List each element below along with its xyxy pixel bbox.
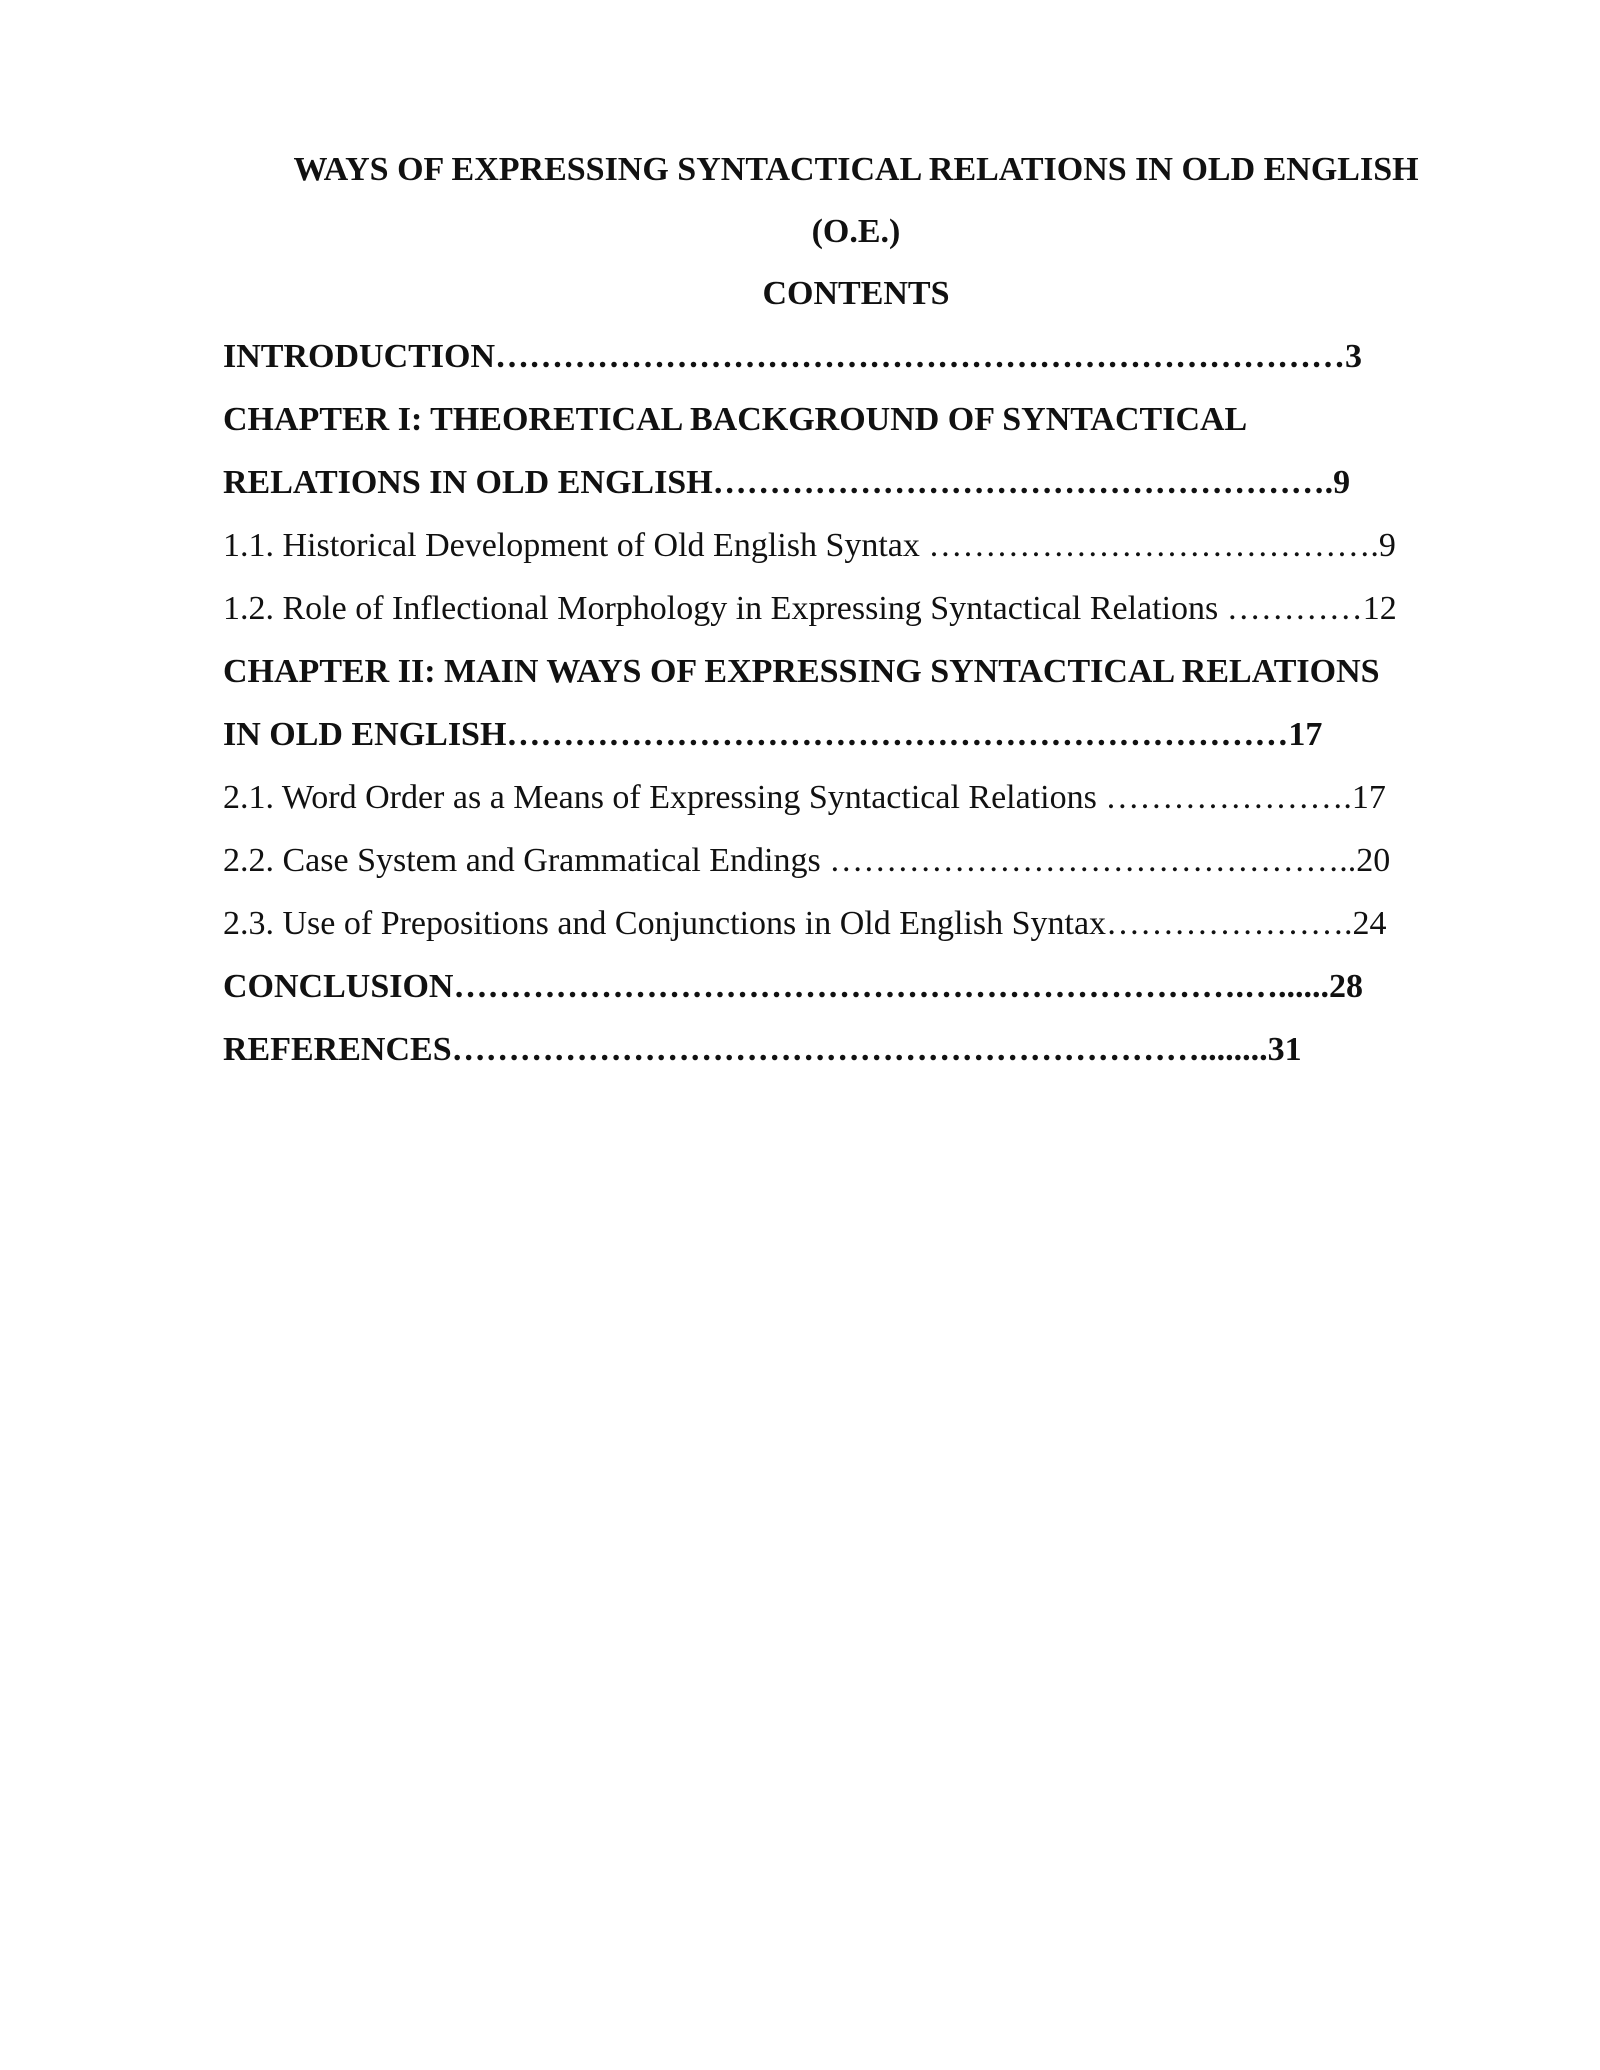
toc-entry-chapter-1-line-2: RELATIONS IN OLD ENGLISH……………………………………………….9 (223, 464, 1351, 501)
document-title-line-1: WAYS OF EXPRESSING SYNTACTICAL RELATIONS IN OLD ENGLISH (293, 151, 1419, 188)
toc-entry-section-2-2: 2.2. Case System and Grammatical Endings ………………………………………..20 (223, 842, 1391, 879)
toc-entry-chapter-2-line-1: CHAPTER II: MAIN WAYS OF EXPRESSING SYNTACTICAL RELATIONS (223, 653, 1380, 690)
toc-entry-section-1-1: 1.1. Historical Development of Old English Syntax ………………………………….9 (223, 527, 1396, 564)
toc-entry-section-2-1: 2.1. Word Order as a Means of Expressing Syntactical Relations ………………….17 (223, 779, 1386, 816)
toc-entry-conclusion: CONCLUSION…………………………………………………………….…......28 (223, 968, 1363, 1005)
document-title-line-2: (O.E.) (811, 213, 901, 250)
toc-entry-chapter-2-line-2: IN OLD ENGLISH……………………………………………………………17 (223, 716, 1323, 753)
toc-entry-section-2-3: 2.3. Use of Prepositions and Conjunctions in Old English Syntax………………….24 (223, 905, 1387, 942)
toc-entry-section-1-2: 1.2. Role of Inflectional Morphology in Expressing Syntactical Relations …………12 (223, 590, 1397, 627)
toc-entry-references: REFERENCES…………………………………………………………........31 (223, 1031, 1302, 1068)
contents-heading: CONTENTS (762, 275, 950, 312)
toc-entry-chapter-1-line-1: CHAPTER I: THEORETICAL BACKGROUND OF SYNTACTICAL (223, 401, 1248, 438)
toc-entry-introduction: INTRODUCTION…………………………………………………………………3 (223, 338, 1363, 375)
